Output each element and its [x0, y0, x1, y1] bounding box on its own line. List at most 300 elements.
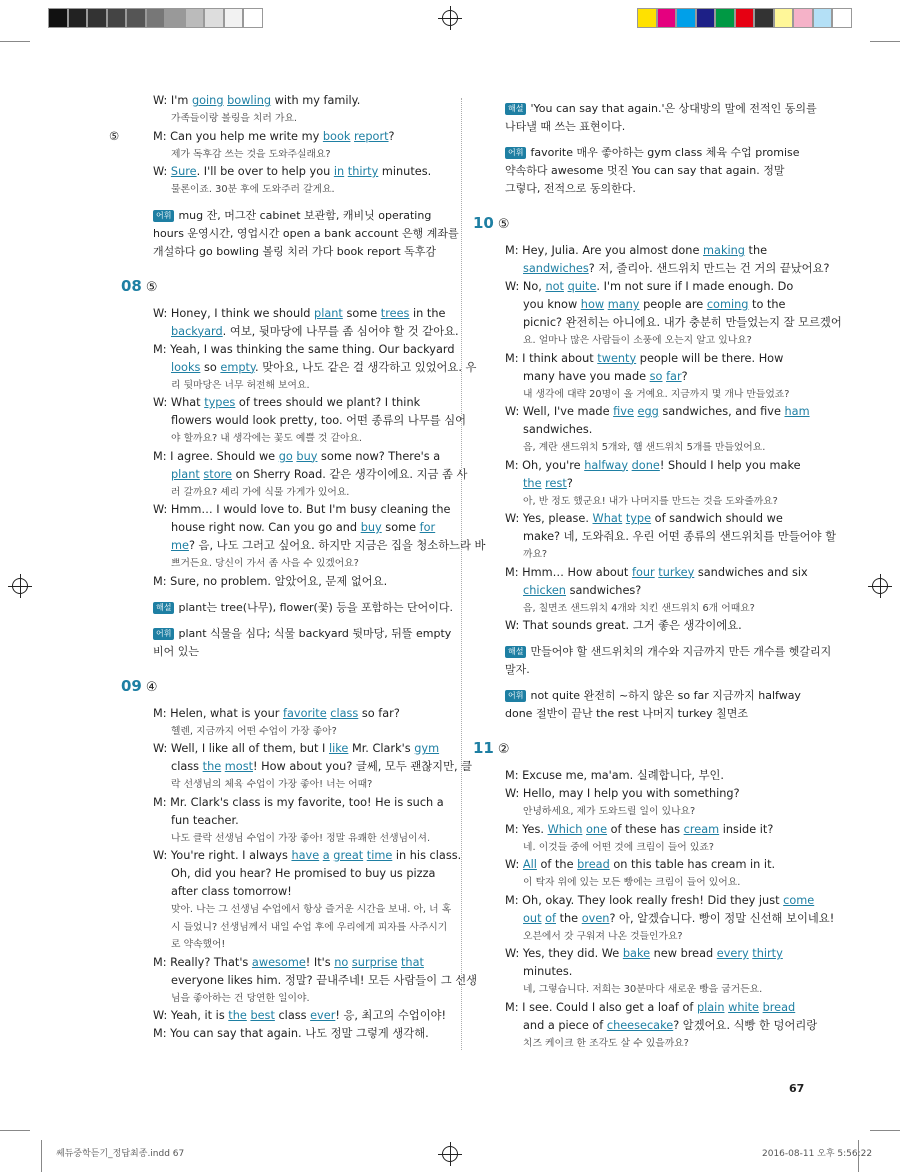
swatch: [224, 8, 244, 28]
vocabulary-note: [505, 687, 801, 723]
dialogue-line: [505, 475, 801, 493]
answer-blank-word: quite: [567, 280, 597, 293]
answer-blank-word: egg: [637, 405, 659, 418]
korean-translation: 물론이죠. 30분 후에 도와주러 갈게요.: [171, 184, 335, 195]
transcript-text: M: Oh, okay. They look really fresh! Did they just: [505, 893, 784, 907]
transcript-text: W: Yes, they did. We: [505, 947, 623, 960]
answer-blank-word: coming: [706, 298, 749, 311]
transcript-text: in the: [409, 306, 446, 320]
note-badge: 해설: [505, 103, 526, 115]
vocabulary-note: [153, 625, 452, 661]
answer-blank-word: that: [401, 955, 424, 969]
swatch: [676, 8, 696, 28]
transcript-text: M: You can say that again. 나도 정말 그렇게 생각해.: [153, 1027, 429, 1040]
swatch: [185, 8, 205, 28]
answer-blank-word: report: [354, 129, 389, 143]
transcript-text: on this table has cream in it.: [609, 858, 776, 871]
footer-timestamp: 2016-08-11 오후 5:56:22: [762, 1149, 873, 1159]
korean-translation: 이 탁자 위에 있는 모든 빵에는 크림이 들어 있어요.: [523, 877, 741, 888]
dialogue-line: [153, 972, 478, 990]
note-text: 그렇다, 전적으로 동의한다.: [505, 182, 636, 195]
dialogue-line: [153, 341, 455, 359]
transcript-text: sandwiches, and five: [658, 405, 785, 418]
dialogue-line: [505, 785, 801, 803]
korean-translation: 음, 칠면조 샌드위치 4개와 치킨 샌드위치 6개 어때요?: [523, 602, 755, 614]
answer-blank-word: come: [783, 893, 815, 907]
transcript-text: W: Well, I've made: [505, 405, 614, 418]
korean-translation: 아, 반 정도 했군요! 내가 나머지를 만드는 것을 도와줄까요?: [523, 495, 778, 507]
answer-blank-word: cream: [683, 822, 720, 836]
transcript-text: M: Hmm… How about: [505, 565, 632, 579]
answer-blank-word: best: [250, 1009, 275, 1022]
swatch: [87, 8, 107, 28]
answer-blank-word: me: [171, 539, 189, 552]
dialogue-line: [505, 314, 842, 332]
korean-translation: 리 뒷마당은 너무 허전해 보여요.: [171, 379, 310, 391]
note-line: [505, 643, 832, 661]
korean-translation: 쁘거든요. 당신이 가서 좀 사을 수 있겠어요?: [171, 558, 359, 569]
note-line: [153, 599, 454, 617]
transcript-text: Oh, did you hear? He promised to buy us pizza: [171, 867, 436, 880]
transcript-text: people will be there. How: [636, 351, 784, 365]
dialogue-line: [505, 510, 801, 528]
answer-blank-word: bowling: [227, 94, 272, 107]
crop-mark: [0, 41, 30, 42]
dialogue-line: [505, 457, 801, 475]
dialogue-line: [153, 92, 449, 110]
transcript-text: ? 저, 줄리아. 샌드위치 만드는 건 거의 끝났어요?: [588, 262, 830, 275]
dialogue-line: [505, 421, 801, 439]
answer-blank-word: twenty: [597, 351, 637, 365]
answer-blank-word: plant: [171, 467, 200, 481]
note-text: favorite 매우 좋아하는 gym class 체육 수업 promise: [530, 146, 800, 159]
answer-blank-word: favorite: [282, 706, 327, 720]
transcript-text: you know: [523, 298, 581, 311]
dialogue-line: [505, 945, 801, 963]
answer-blank-word: class: [330, 706, 359, 720]
dialogue-line: [505, 856, 801, 874]
korean-translation: 러 갈까요? 셰리 가에 식물 가게가 있어요.: [171, 486, 350, 498]
transcript-text: house right now. Can you go and: [171, 521, 361, 534]
transcript-text: M: Can you help me write my: [153, 129, 323, 143]
transcript-text: of the: [536, 858, 578, 871]
transcript-text: inside it?: [719, 822, 774, 836]
answer-blank-word: in: [333, 165, 345, 178]
note-text: not quite 완전히 ~하지 않은 so far 지금까지 halfway: [530, 689, 801, 702]
answer-blank-word: gym: [414, 742, 440, 755]
swatch: [68, 8, 88, 28]
question-number: 11: [473, 739, 494, 757]
swatch: [735, 8, 755, 28]
answer-blank-word: how: [580, 298, 605, 311]
dialogue-line: [505, 963, 801, 981]
dialogue-line: [505, 1017, 818, 1035]
transcript-text: to the: [748, 298, 786, 311]
note-line: [505, 118, 801, 136]
answer-blank-word: looks: [171, 360, 201, 374]
answer-blank-word: bread: [762, 1000, 796, 1014]
question-heading: [473, 737, 801, 761]
korean-translation: 내 생각에 대략 20명이 올 거예요. 지금까지 몇 개나 만들었죠?: [523, 388, 790, 400]
transcript-text: some: [342, 306, 381, 320]
answer-blank-word: rest: [545, 476, 567, 490]
swatch: [715, 8, 735, 28]
answer-blank-word: many: [607, 298, 640, 311]
dialogue-line: [505, 564, 808, 582]
dialogue-line: [153, 758, 473, 776]
dialogue-line: [153, 519, 449, 537]
transcript-text: so: [200, 360, 221, 374]
answer-blank-word: four: [631, 565, 655, 579]
transcript-text: W:: [153, 165, 171, 178]
note-badge: 어휘: [153, 628, 174, 640]
answer-blank-word: turkey: [658, 565, 695, 579]
korean-translation: 오븐에서 갓 구워져 나온 것들인가요?: [523, 930, 683, 942]
swatch: [754, 8, 774, 28]
answer-blank-word: time: [366, 849, 393, 862]
crop-mark: [41, 1140, 42, 1172]
transcript-text: fun teacher.: [171, 813, 239, 827]
note-line: [153, 643, 449, 661]
dialogue-line: [505, 528, 837, 546]
answer-blank-word: white: [728, 1000, 759, 1014]
transcript-text: ? 아, 알겠습니다. 빵이 정말 신선해 보이네요!: [609, 911, 835, 925]
transcript-text: M: I think about: [505, 351, 598, 365]
answer-blank-word: a: [322, 849, 330, 862]
answer-blank-word: done: [631, 458, 660, 472]
korean-translation: 헬렌, 지금까지 어떤 수업이 가장 좋아?: [171, 725, 337, 737]
transcript-text: ! 응, 최고의 수업이야!: [335, 1009, 447, 1022]
answer-blank-word: one: [586, 822, 608, 836]
note-badge: 해설: [505, 646, 526, 658]
transcript-text: W: Yeah, it is: [153, 1009, 229, 1022]
transcript-text: many have you made: [523, 369, 650, 383]
transcript-text: after class tomorrow!: [171, 885, 292, 898]
transcript-text: W: Yes, please.: [505, 512, 593, 525]
transcript-text: . I'm not sure if I made enough. Do: [596, 280, 794, 293]
transcript-text: so far?: [358, 706, 400, 720]
swatch: [165, 8, 185, 28]
question-heading: [121, 675, 449, 699]
transcript-text: some now? There's a: [317, 449, 441, 463]
dialogue-line: [153, 1025, 449, 1043]
swatch: [204, 8, 224, 28]
swatch: [657, 8, 677, 28]
transcript-text: and a piece of: [523, 1018, 607, 1032]
note-line: [153, 243, 449, 261]
answer-blank-word: going: [191, 94, 224, 107]
transcript-text: on Sherry Road. 같은 생각이에요. 지금 좀 사: [232, 467, 468, 481]
dialogue-line: [153, 466, 468, 484]
answer-blank-word: buy: [296, 449, 318, 463]
answer-blank-word: halfway: [584, 458, 629, 472]
transcript-text: M: Hey, Julia. Are you almost done: [505, 244, 704, 257]
answer-blank-word: buy: [360, 521, 382, 534]
dialogue-line: [153, 394, 449, 412]
answer-blank-word: Which: [547, 822, 583, 836]
crop-mark: [870, 1130, 900, 1131]
dialogue-line: [505, 617, 801, 635]
dialogue-line: [153, 705, 449, 723]
note-badge: 어휘: [153, 210, 174, 222]
note-text: hours 운영시간, 영업시간 open a bank account 은행 계좌를: [153, 226, 459, 240]
q07-vocab-note: [153, 207, 459, 261]
answer-blank-word: the: [523, 476, 542, 490]
registration-mark-top: [442, 10, 458, 26]
answer-blank-word: the: [228, 1009, 247, 1022]
swatch: [696, 8, 716, 28]
swatch: [813, 8, 833, 28]
dialogue-line: [153, 883, 449, 901]
transcript-text: W: Hmm… I would love to. But I'm busy cleaning the: [153, 503, 451, 516]
footer-filename: 쎄듀중학듣기_정답최종.indd 67: [56, 1149, 185, 1159]
dialogue-line: [153, 359, 477, 377]
transcript-text: M: Helen, what is your: [153, 706, 283, 720]
question-heading: [121, 275, 449, 299]
korean-translation: 안녕하세요, 제가 도와드릴 일이 있나요?: [523, 806, 696, 817]
transcript-text: ? 알겠어요. 식빵 한 덩어리랑: [673, 1018, 818, 1032]
note-text: 약속하다 awesome 멋진 You can say that again. 정말: [505, 164, 785, 177]
answer-blank-word: ham: [784, 405, 810, 418]
vocabulary-note: [153, 207, 459, 261]
answer-choice: ⑤: [497, 217, 510, 232]
dialogue-line: [505, 350, 801, 368]
transcript-text: M: Yeah, I was thinking the same thing. Our backyard: [153, 342, 455, 356]
korean-translation: 나도 클락 선생님 수업이 가장 좋아! 정말 유쾌한 선생님이셔.: [171, 832, 431, 844]
swatch: [832, 8, 852, 28]
page-number: 67: [789, 1082, 805, 1095]
transcript-text: M: Yes.: [505, 822, 548, 836]
transcript-text: sandwiches and six: [694, 565, 808, 579]
transcript-text: W: I'm: [153, 94, 192, 107]
note-text: plant는 tree(나무), flower(꽃) 등을 포함하는 단어이다.: [178, 600, 454, 614]
note-line: [505, 180, 801, 198]
transcript-text: picnic? 완전히는 아니에요. 내가 충분히 만들었는지 잘 모르겠어: [523, 316, 842, 329]
note-line: [153, 625, 452, 643]
answer-blank-word: types: [204, 396, 236, 409]
swatch: [146, 8, 166, 28]
transcript-text: M: Mr. Clark's class is my favorite, too! He is such a: [153, 795, 444, 809]
answer-blank-word: plain: [696, 1000, 725, 1014]
transcript-text: ?: [566, 476, 573, 490]
transcript-text: W: Honey, I think we should: [153, 306, 315, 320]
note-text: 개설하다 go bowling 볼링 치러 가다 book report 독후감: [153, 244, 437, 258]
question-number: 10: [473, 214, 494, 232]
transcript-text: ! Should I help you make: [659, 458, 801, 472]
dialogue-line: [153, 163, 449, 181]
transcript-text: sandwiches?: [565, 583, 642, 597]
note-line: [505, 144, 801, 162]
dialogue-line: [505, 821, 801, 839]
swatch: [126, 8, 146, 28]
crop-mark: [0, 1130, 30, 1131]
dialogue-line: [153, 865, 449, 883]
note-line: [505, 705, 801, 723]
dialogue-line: [153, 1007, 449, 1025]
answer-blank-word: great: [333, 849, 364, 862]
dialogue-line: [153, 847, 462, 865]
note-text: 만들어야 할 샌드위치의 개수와 지금까지 만든 개수를 헷갈리지: [530, 645, 832, 658]
note-text: 말자.: [505, 663, 530, 676]
answer-blank-word: empty: [220, 360, 256, 374]
note-badge: 해설: [153, 602, 174, 614]
transcript-text: W: No,: [505, 280, 546, 293]
question-08: [121, 275, 486, 661]
note-text: 나타낼 때 쓰는 표현이다.: [505, 120, 626, 133]
note-badge: 어휘: [505, 690, 526, 702]
answer-blank-word: store: [203, 467, 232, 481]
answer-blank-word: trees: [380, 306, 410, 320]
transcript-text: new bread: [650, 947, 717, 960]
note-line: [153, 225, 459, 243]
answer-blank-word: book: [322, 129, 351, 143]
answer-blank-word: backyard: [171, 324, 223, 338]
transcript-text: W: You're right. I always: [153, 849, 292, 862]
dialogue-line: [505, 403, 810, 421]
transcript-text: people are: [639, 298, 707, 311]
answer-blank-word: making: [703, 244, 745, 257]
registration-mark-right: [872, 578, 888, 594]
dialogue-line: [153, 412, 467, 430]
answer-blank-word: type: [625, 512, 652, 525]
swatch: [774, 8, 794, 28]
note-text: plant 식물을 심다; 식물 backyard 뒷마당, 뒤뜰 empty: [178, 626, 452, 640]
q09-notes: [505, 100, 817, 198]
dialogue-line: [505, 892, 815, 910]
dialogue-line: [505, 278, 801, 296]
transcript-text: minutes.: [378, 165, 432, 178]
dialogue-line: ⑤ M: Can you help me write my book report?: [109, 129, 395, 143]
question-11: [473, 737, 835, 1052]
korean-translation: 제가 독후감 쓰는 것을 도와주실래요?: [171, 148, 331, 160]
transcript-text: sandwiches.: [523, 423, 593, 436]
korean-translation: 가족들이랑 볼링을 치러 가요.: [171, 113, 298, 124]
transcript-text: . I'll be over to help you: [196, 165, 334, 178]
transcript-text: . 여보, 뒷마당에 나무를 좀 심어야 할 것 같아요.: [222, 324, 459, 338]
transcript-text: everyone likes him. 정말? 끝내주네! 모든 사람들이 그 선생: [171, 973, 478, 987]
korean-translation: 음, 계란 샌드위치 5개와, 햄 샌드위치 5개를 만들었어요.: [523, 442, 766, 453]
dialogue-line: [153, 501, 449, 519]
note-text: mug 잔, 머그잔 cabinet 보관함, 캐비닛 operating: [178, 208, 432, 222]
korean-translation: 시 들었니? 선생님께서 내일 수업 후에 우리에게 피자를 사주시기: [171, 921, 448, 933]
answer-blank-word: thirty: [752, 947, 783, 960]
registration-mark-bottom: [442, 1146, 458, 1162]
answer-blank-word: sandwiches: [523, 262, 589, 275]
transcript-text: M: Really? That's: [153, 955, 252, 969]
note-text: done 절반이 끝난 the rest 나머지 turkey 칠면조: [505, 707, 749, 720]
explanation-note: [505, 643, 832, 679]
gray-calibration-bar: [48, 8, 263, 28]
korean-translation: 까요?: [523, 549, 548, 560]
transcript-text: ! How about you? 글쎄, 모두 괜찮지만, 클: [253, 760, 473, 773]
dialogue-line: [153, 812, 449, 830]
transcript-text: W: That sounds great. 그거 좋은 생각이에요.: [505, 619, 742, 632]
dialogue-line: [153, 448, 449, 466]
transcript-text: M: I see. Could I also get a loaf of: [505, 1000, 697, 1014]
answer-blank-word: plant: [314, 306, 343, 320]
answer-blank-word: the: [202, 760, 222, 773]
answer-choice: ④: [145, 679, 158, 695]
answer-blank-word: of: [545, 911, 556, 925]
question-number: 09: [121, 676, 142, 695]
transcript-text: M: Sure, no problem. 알았어요, 문제 없어요.: [153, 574, 388, 588]
dialogue-line: [505, 296, 801, 314]
transcript-text: the: [744, 244, 768, 257]
transcript-text: ! It's: [305, 955, 335, 969]
dialogue-line: [153, 794, 449, 812]
answer-blank-word: no: [334, 955, 349, 969]
dialogue-line: [505, 999, 801, 1017]
transcript-text: of sandwich should we: [651, 512, 783, 525]
explanation-note: [153, 599, 454, 617]
transcript-text: in his class.: [392, 849, 462, 862]
answer-choice: ②: [497, 742, 510, 757]
answer-blank-word: ever: [310, 1009, 336, 1022]
swatch: [107, 8, 127, 28]
swatch: [48, 8, 68, 28]
note-line: [505, 100, 817, 118]
transcript-text: class: [171, 760, 203, 773]
transcript-text: M: Oh, you're: [505, 458, 585, 472]
dialogue-line: [153, 954, 449, 972]
answer-blank-word: oven: [581, 911, 610, 925]
korean-translation: 맞아. 나는 그 선생님 수업에서 항상 즐거운 시간을 보내. 아, 너 혹: [171, 904, 452, 915]
dialogue-line: [505, 242, 801, 260]
transcript-text: minutes.: [523, 965, 573, 978]
transcript-text: make? 네, 도와줘요. 우린 어떤 종류의 샌드위치를 만들어야 할: [523, 530, 837, 543]
answer-blank-word: for: [419, 521, 436, 534]
transcript-text: the: [556, 911, 582, 925]
answer-blank-word: so: [649, 369, 663, 383]
transcript-text: M: Excuse me, ma'am. 실례합니다, 부인.: [505, 769, 725, 782]
answer-blank-word: far: [666, 369, 682, 383]
question-09: [121, 675, 478, 1044]
answer-blank-word: five: [613, 405, 634, 418]
answer-blank-word: most: [224, 760, 254, 773]
registration-mark-left: [12, 578, 28, 594]
transcript-text: M: I agree. Should we: [153, 449, 279, 463]
answer-blank-word: out: [523, 911, 542, 925]
question-10: [473, 212, 842, 723]
answer-blank-word: go: [278, 449, 293, 463]
korean-translation: 요. 얼마나 많은 사람들이 소풍에 오는지 알고 있나요?: [523, 335, 752, 346]
answer-blank-word: cheesecake: [606, 1018, 674, 1032]
transcript-text: class: [274, 1009, 311, 1022]
right-column: [473, 92, 842, 1052]
answer-blank-word: bake: [622, 947, 651, 960]
transcript-text: W: What: [153, 396, 205, 409]
transcript-text: of trees should we plant? I think: [235, 396, 421, 409]
dialogue-line: [505, 767, 801, 785]
q07-transcript-end: [109, 92, 449, 199]
note-badge: 어휘: [505, 147, 526, 159]
transcript-text: ? 음, 나도 그러고 싶어요. 하지만 지금은 집을 청소하느라 바: [188, 539, 486, 552]
transcript-text: Mr. Clark's: [348, 742, 415, 755]
explanation-note: [505, 100, 817, 136]
answer-choice: ⑤: [145, 279, 158, 295]
swatch: [637, 8, 657, 28]
transcript-text: W:: [505, 858, 523, 871]
answer-blank-word: not: [545, 280, 564, 293]
transcript-text: . 맞아요, 나도 같은 걸 생각하고 있었어요. 우: [255, 360, 477, 374]
dialogue-line: [505, 582, 801, 600]
answer-blank-word: All: [522, 858, 537, 871]
transcript-text: ?: [681, 369, 688, 383]
answer-blank-word: chicken: [523, 583, 566, 597]
korean-translation: 로 약속했어!: [171, 939, 226, 950]
note-text: 'You can say that again.'은 상대방의 말에 전적인 동의를: [530, 102, 817, 115]
dialogue-line: [153, 323, 459, 341]
